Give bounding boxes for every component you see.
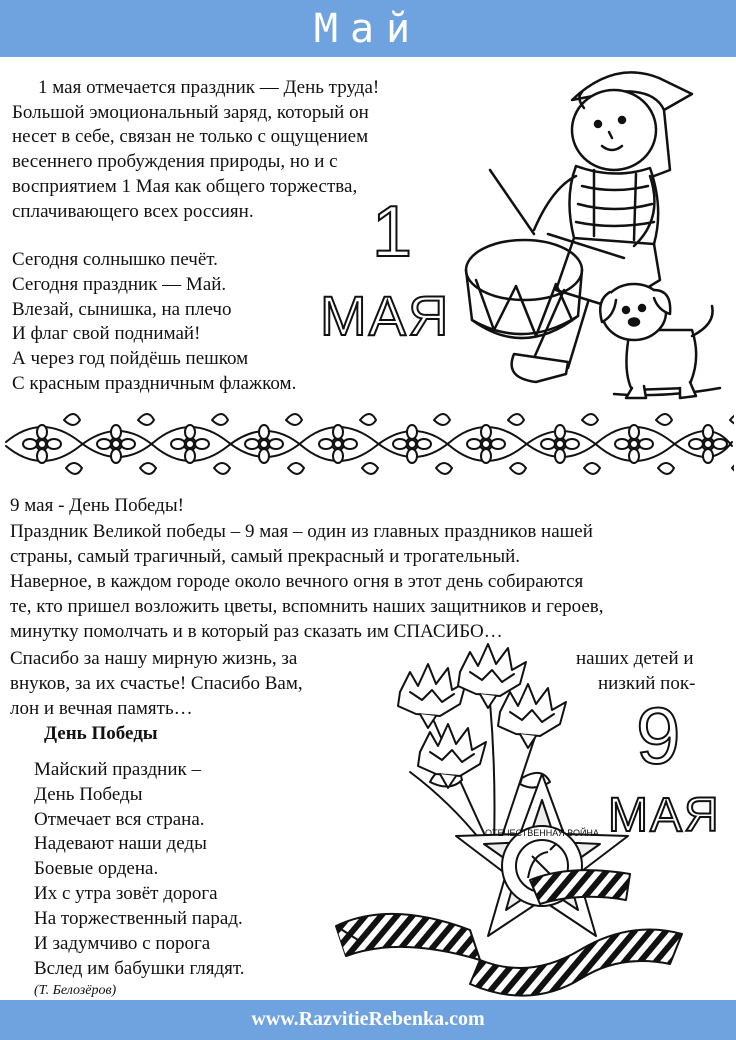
intro-line: Большой эмоциональный заряд, который он bbox=[12, 102, 369, 123]
poem-line: Вслед им бабушки глядят. bbox=[34, 958, 245, 979]
thanks-line-right: низкий пок- bbox=[598, 673, 696, 694]
intro-line: несет в себе, связан не только с ощущением bbox=[12, 126, 369, 147]
site-url[interactable]: www.RazvitieRebenka.com bbox=[251, 1008, 485, 1030]
poem-line: Надевают наши деды bbox=[34, 833, 207, 854]
intro-line: весеннего пробуждения природы, но и с bbox=[12, 151, 338, 172]
victory-heading: 9 мая - День Победы! bbox=[10, 495, 184, 516]
poem-line: Отмечает вся страна. bbox=[34, 809, 205, 830]
poem-line: И задумчиво с порога bbox=[34, 933, 211, 954]
may1-number: 1 bbox=[372, 192, 413, 272]
para-line: те, кто пришел возложить цветы, вспомнить наших защитников и героев, bbox=[10, 596, 604, 617]
thanks-line: Спасибо за нашу мирную жизнь, за bbox=[10, 648, 298, 669]
poem-line: Майский праздник – bbox=[34, 759, 201, 780]
poem-line: И флаг свой поднимай! bbox=[12, 323, 201, 344]
intro-line: восприятием 1 Мая как общего торжества, bbox=[12, 176, 358, 197]
intro-line: сплачивающего всех россиян. bbox=[12, 201, 254, 222]
page-title: Май bbox=[313, 6, 423, 52]
poem-line: День Победы bbox=[34, 784, 143, 805]
poem-line: На торжественный парад. bbox=[34, 908, 243, 929]
poem-line: С красным праздничным флажком. bbox=[12, 373, 297, 394]
st-george-ribbon bbox=[330, 860, 690, 1000]
thanks-line-right: наших детей и bbox=[576, 648, 694, 669]
para-line: страны, самый трагичный, самый прекрасный и трогательный. bbox=[10, 546, 521, 567]
order-text: ОТЕЧЕСТВЕННАЯ ВОЙНА bbox=[485, 828, 599, 838]
may9-word: МАЯ bbox=[608, 789, 721, 842]
poem-title: День Победы bbox=[44, 723, 158, 744]
poem-line: Их с утра зовёт дорога bbox=[34, 883, 218, 904]
intro-line: 1 мая отмечается праздник — День труда! bbox=[38, 77, 380, 98]
floral-border bbox=[2, 402, 734, 484]
para-line: Праздник Великой победы – 9 мая – один из главных праздников нашей bbox=[10, 521, 593, 542]
thanks-line: лон и вечная память… bbox=[10, 698, 193, 719]
may9-number: 9 bbox=[636, 691, 681, 780]
poem-line: А через год пойдёшь пешком bbox=[12, 348, 249, 369]
puppy-illustration bbox=[592, 270, 722, 402]
poem-line: Сегодня праздник — Май. bbox=[12, 274, 227, 295]
para-line: Наверное, в каждом городе около вечного огня в этот день собираются bbox=[10, 571, 584, 592]
para-line: минутку помолчать и в который раз сказать им СПАСИБО… bbox=[10, 621, 503, 642]
poem-line: Влезай, сынишка, на плечо bbox=[12, 299, 232, 320]
poem-line: Боевые ордена. bbox=[34, 858, 159, 879]
poem-line: Сегодня солнышко печёт. bbox=[12, 249, 218, 270]
poem-author: (Т. Белозёров) bbox=[34, 983, 117, 998]
thanks-line: внуков, за их счастье! Спасибо Вам, bbox=[10, 673, 303, 694]
may1-word: МАЯ bbox=[320, 284, 451, 347]
